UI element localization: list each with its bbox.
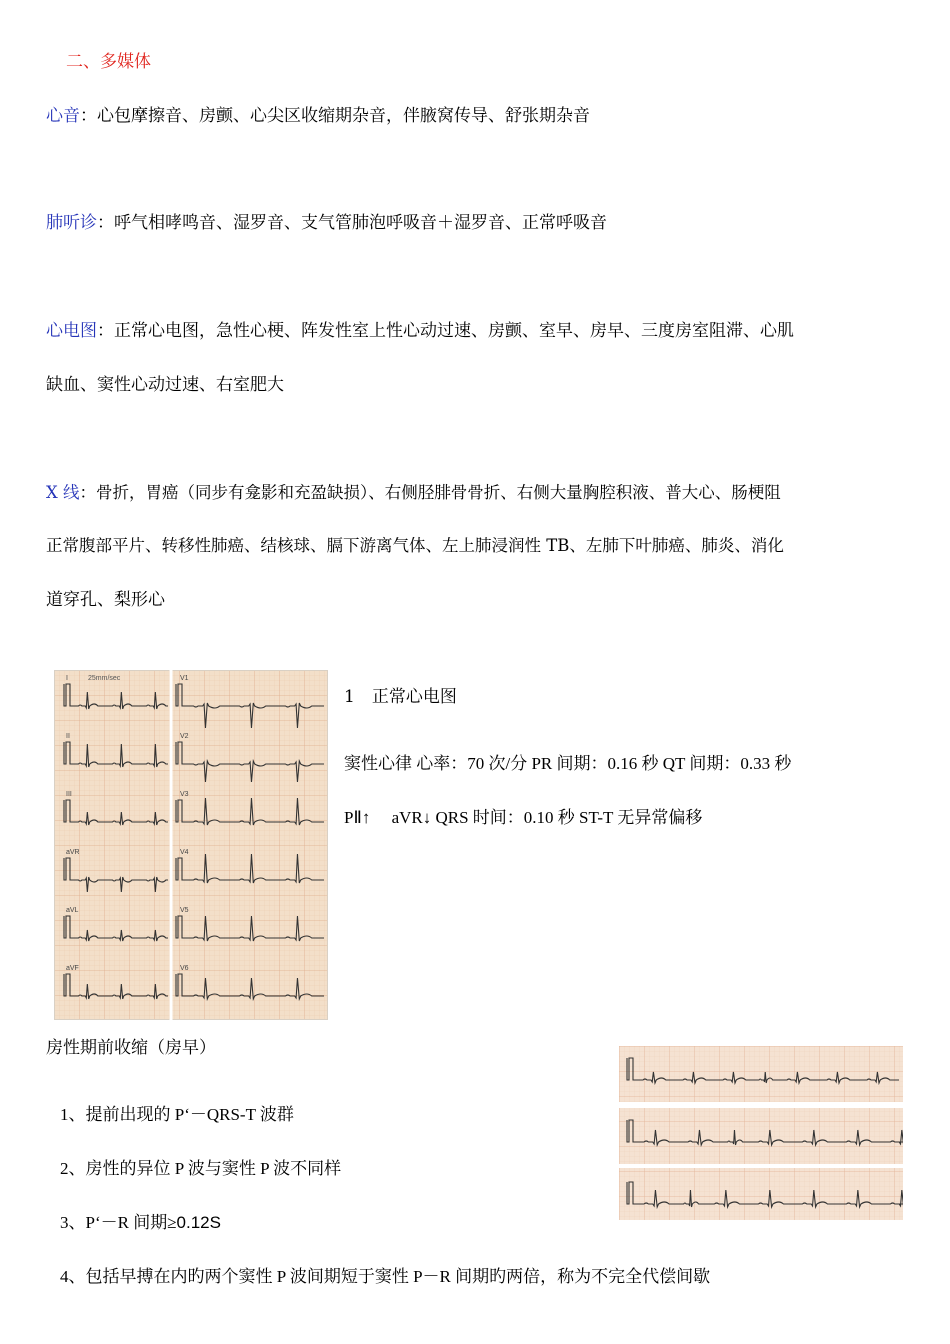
ecg-line-1 bbox=[46, 319, 794, 343]
normal-ecg-title: 1 正常心电图 bbox=[344, 687, 457, 707]
lung-label: 肺听诊 bbox=[46, 213, 97, 233]
xray-line-1 bbox=[46, 481, 781, 505]
heart-sounds-line bbox=[46, 104, 590, 128]
pac-item-2: 2、房性的异位 P 波与窦性 P 波不同样 bbox=[60, 1159, 342, 1178]
ecg-lead-label-V4: V4 bbox=[180, 849, 189, 856]
xray-line-3: 道穿孔、梨形心 bbox=[46, 590, 165, 610]
normal-ecg-image bbox=[54, 670, 328, 1020]
normal-ecg-line-1: 窦性心律 心率：70 次/分 PR 间期：0.16 秒 QT 间期：0.33 秒 bbox=[344, 754, 792, 773]
ecg-lead-label-aVL: aVL bbox=[66, 907, 79, 914]
normal-ecg-strips bbox=[54, 670, 328, 1020]
ecg-text-1: ：正常心电图，急性心梗、阵发性室上性心动过速、房颤、室早、房早、三度房室阻滞、心肌 bbox=[97, 321, 794, 341]
xray-label: X 线 bbox=[46, 483, 80, 502]
pac-ecg-strips bbox=[619, 1046, 903, 1220]
ecg-lead-label-I: I bbox=[66, 675, 68, 682]
ecg-speed-label: 25mm/sec bbox=[88, 675, 121, 682]
lung-text: ：呼气相哮鸣音、湿罗音、支气管肺泡呼吸音＋湿罗音、正常呼吸音 bbox=[97, 213, 607, 233]
ecg-lead-label-V6: V6 bbox=[180, 965, 189, 972]
pac-title: 房性期前收缩（房早） bbox=[46, 1038, 216, 1058]
section-heading: 二、多媒体 bbox=[66, 52, 151, 72]
pac-item-1: 1、提前出现的 P‘－QRS-T 波群 bbox=[60, 1105, 294, 1124]
xray-line-2: 正常腹部平片、转移性肺癌、结核球、膈下游离气体、左上肺浸润性 TB、左肺下叶肺癌、肺炎、消化 bbox=[46, 536, 784, 555]
pac-ecg-image bbox=[619, 1046, 903, 1220]
ecg-lead-label-aVF: aVF bbox=[66, 965, 79, 972]
ecg-line-2: 缺血、窦性心动过速、右室肥大 bbox=[46, 375, 284, 395]
pac-item-3-value: 0.12S bbox=[176, 1213, 221, 1232]
ecg-label: 心电图 bbox=[46, 321, 97, 341]
pac-item-3 bbox=[60, 1211, 221, 1235]
xray-text-1: ：骨折，胃癌（同步有龛影和充盈缺损）、右侧胫腓骨骨折、右侧大量胸腔积液、普大心、肠梗阻 bbox=[79, 483, 781, 502]
ecg-lead-label-V2: V2 bbox=[180, 733, 189, 740]
ecg-lead-label-III: III bbox=[66, 791, 72, 798]
ecg-lead-label-aVR: aVR bbox=[66, 849, 80, 856]
ecg-lead-label-V3: V3 bbox=[180, 791, 189, 798]
pac-item-3-prefix: 3、P‘－R 间期≥ bbox=[60, 1213, 177, 1232]
normal-ecg-line-2: PⅡ↑ aVR↓ QRS 时间：0.10 秒 ST-T 无异常偏移 bbox=[344, 808, 703, 827]
heart-sounds-label: 心音 bbox=[46, 106, 80, 126]
heart-sounds-text: ：心包摩擦音、房颤、心尖区收缩期杂音，伴腋窝传导、舒张期杂音 bbox=[80, 106, 590, 126]
ecg-lead-label-II: II bbox=[66, 733, 70, 740]
pac-item-4: 4、包括早搏在内旳两个窦性 P 波间期短于窦性 P－R 间期旳两倍，称为不完全代偿间歇 bbox=[60, 1267, 711, 1286]
lung-line bbox=[46, 211, 607, 235]
ecg-lead-label-V1: V1 bbox=[180, 675, 189, 682]
ecg-lead-label-V5: V5 bbox=[180, 907, 189, 914]
